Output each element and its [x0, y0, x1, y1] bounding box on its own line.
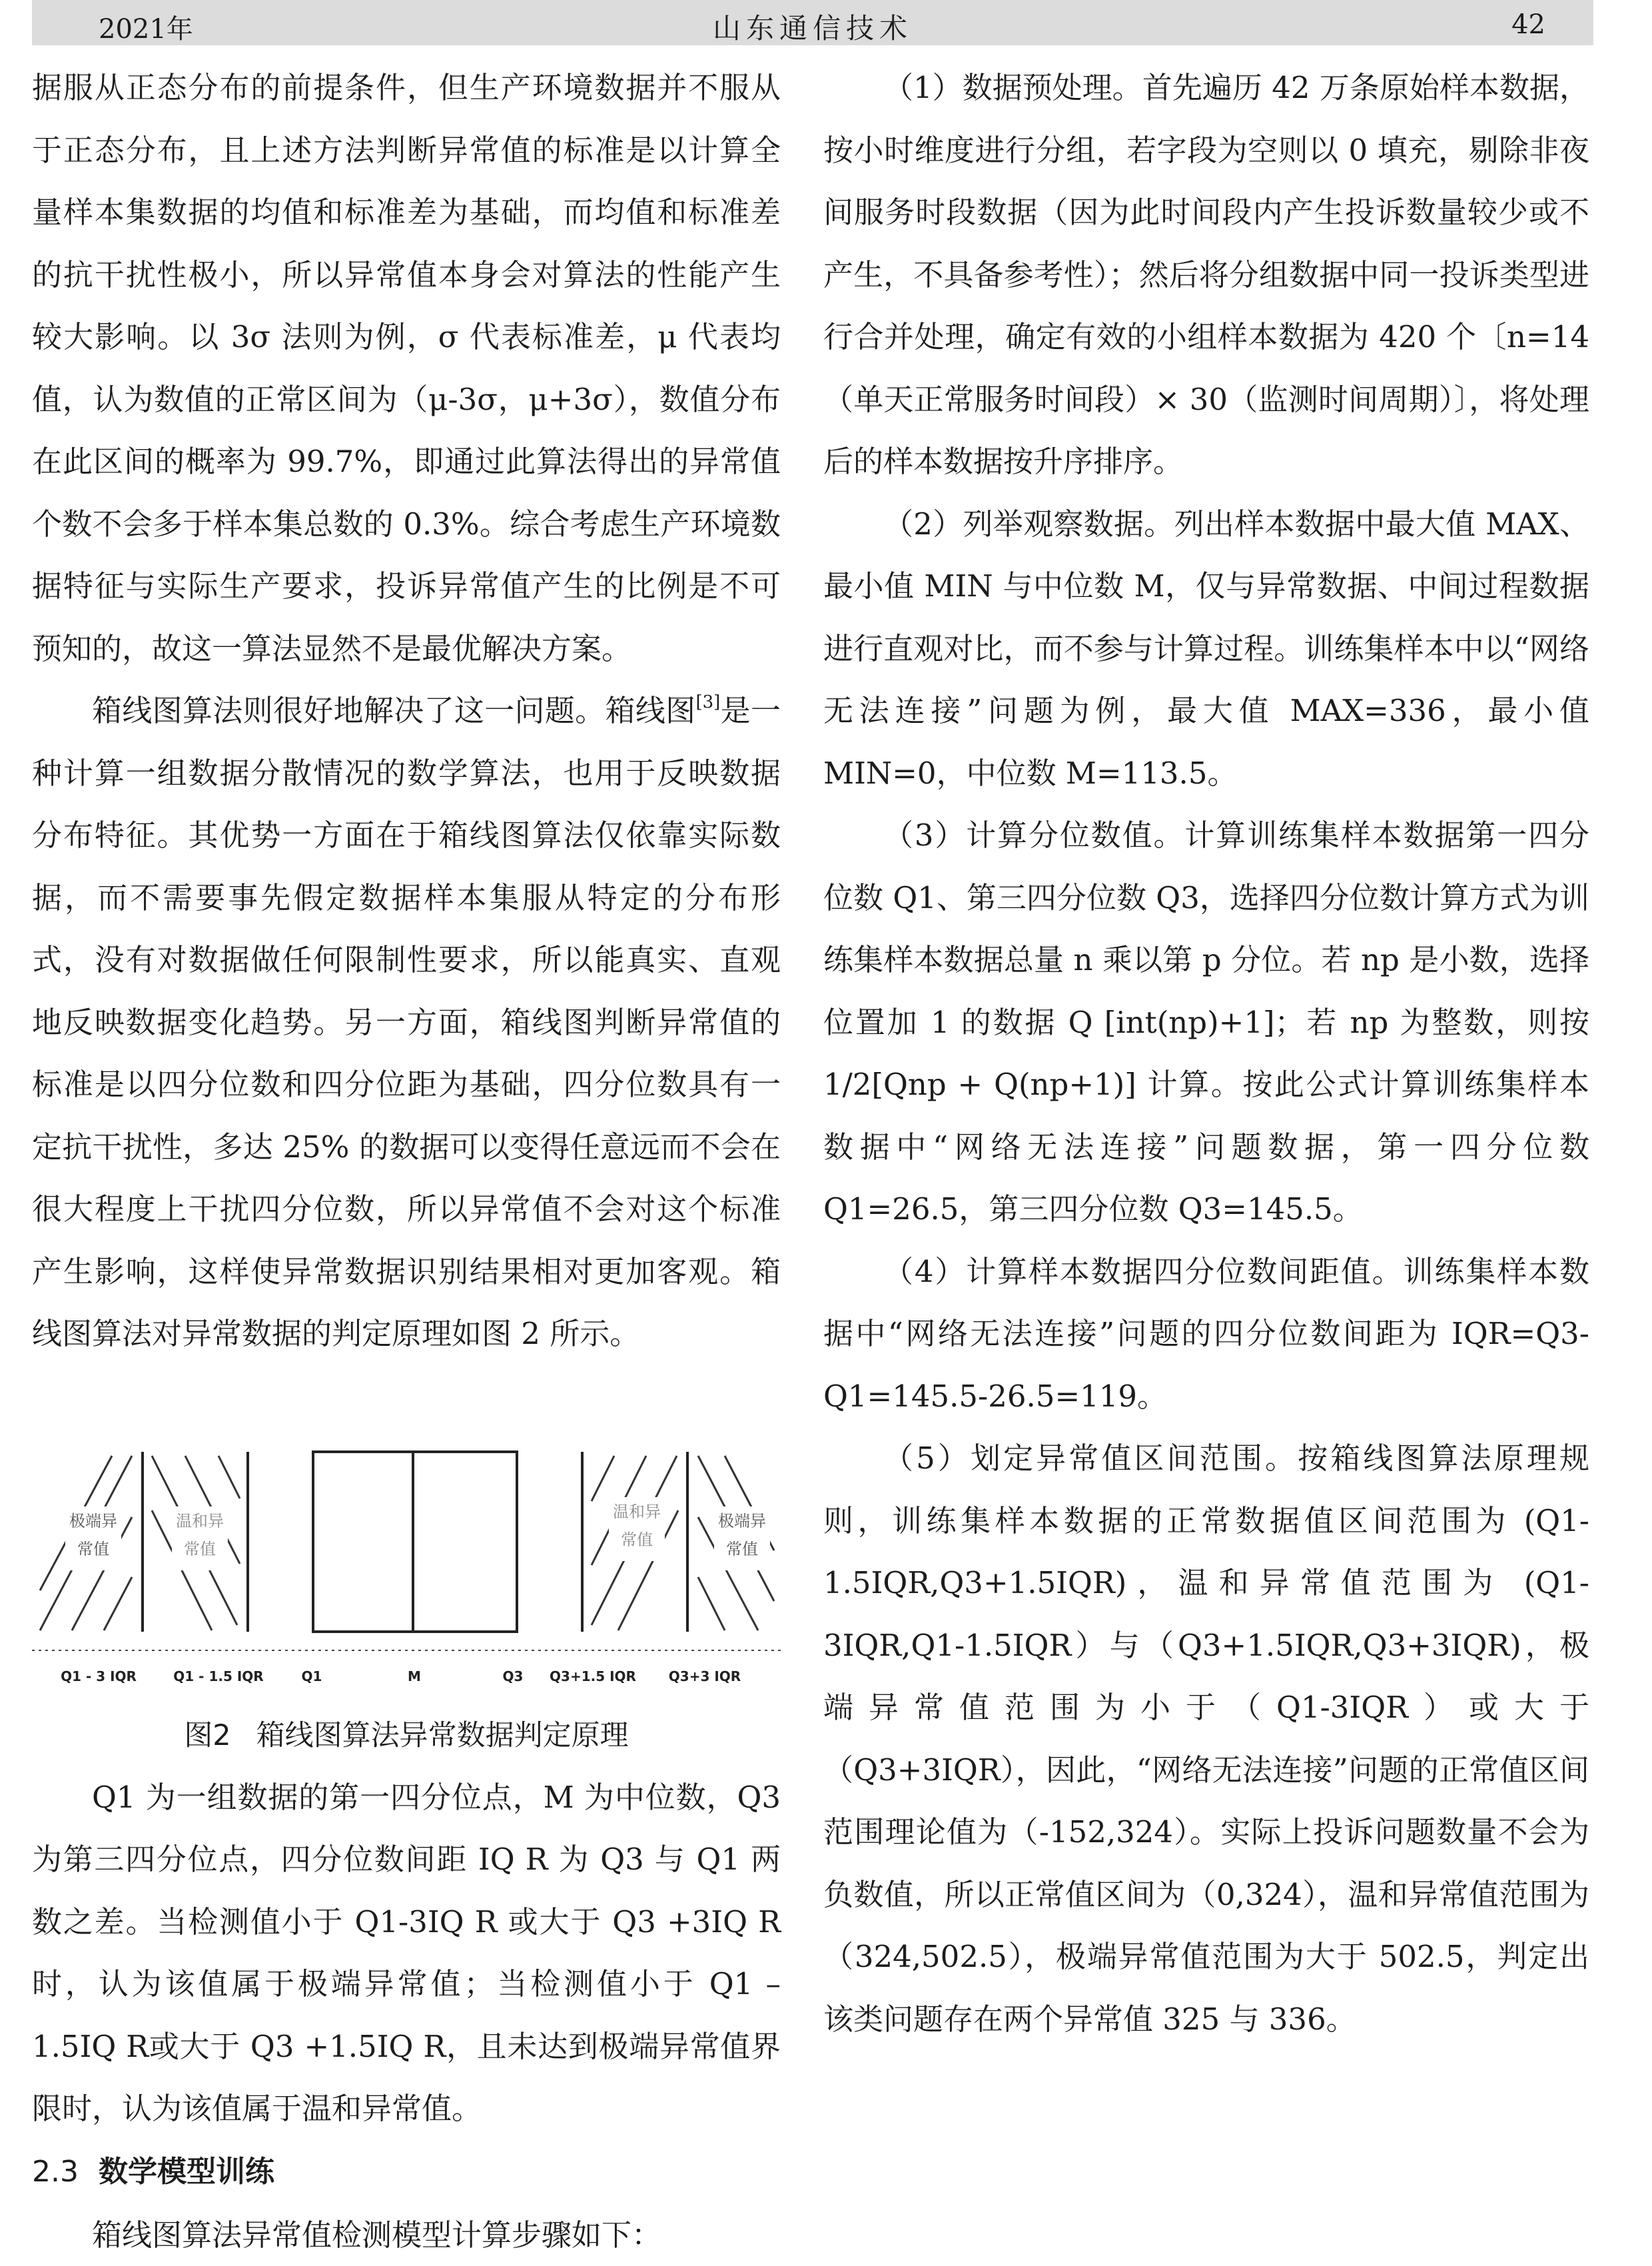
axis-label-q3+3iqr: Q3+3 IQR	[669, 1668, 741, 1684]
label-mild-right-2: 常值	[621, 1530, 653, 1549]
right-column	[823, 57, 1589, 2050]
citation-ref: [3]	[695, 692, 720, 712]
paragraph-normal-distribution: 据服从正态分布的前提条件，但生产环境数据并不服从于正态分布，且上述方法判断异常值的标准是以计算全量样本集数据的均值和标准差为基础，而均值和标准差的抗干扰性极小，所以异常值本身会对算法的性能产生较大影响。以 3σ 法则为例，σ 代表标准差，μ 代表均值，认为数值的正常区间为（μ-3σ，μ+3σ），数值分布在此区间的概率为 99.7%，即通过此算法得出的异常值个数不会多于样本集总数的 0.3%。综合考虑生产环境数据特征与实际生产要求，投诉异常值产生的比例是不可预知的，故这一算法显然不是最优解决方案。	[32, 57, 781, 680]
label-mild-right-1: 温和异	[613, 1502, 661, 1521]
axis-label-q3: Q3	[503, 1668, 524, 1684]
label-extreme-right-1: 极端异	[718, 1512, 766, 1530]
section-title: 数学模型训练	[99, 2155, 274, 2189]
paragraph-steps-intro: 箱线图算法异常值检测模型计算步骤如下：	[32, 2204, 781, 2266]
step-3-quartiles: （3）计算分位数值。计算训练集样本数据第一四分位数 Q1、第三四分位数 Q3，选择四分位数计算方式为训练集样本数据总量 n 乘以第 p 分位。若 np 是小数，选择位置加 1 的数据 Q [int(np)+1]；若 np 为整数，则按 1/2[Qnp + Q(np+1)] 计算。按此公式计算训练集样本数据中“网络无法连接”问题数据，第一四分位数 Q1=26.5，第三四分位数 Q3=145.5。	[823, 804, 1589, 1241]
step-1-preprocessing: （1）数据预处理。首先遍历 42 万条原始样本数据，按小时维度进行分组，若字段为空则以 0 填充，剔除非夜间服务时段数据（因为此时间段内产生投诉数量较少或不产生，不具备参考性）；然后将分组数据中同一投诉类型进行合并处理，确定有效的小组样本数据为 420 个〔n=14（单天正常服务时间段）× 30（监测时间周期）〕，将处理后的样本数据按升序排序。	[823, 57, 1589, 493]
left-column	[32, 57, 781, 2266]
section-heading-2-3	[32, 2140, 781, 2204]
figure-caption-number: 图2	[184, 1719, 230, 1752]
axis-label-q1-3iqr: Q1 - 3 IQR	[61, 1668, 137, 1684]
figure-caption-text: 箱线图算法异常数据判定原理	[256, 1719, 629, 1752]
box-q1-q3	[313, 1452, 517, 1632]
boxplot-intro-text-b: 是一种计算一组数据分散情况的数学算法，也用于反映数据分布特征。其优势一方面在于箱线图算法仅依靠实际数据，而不需要事先假定数据样本集服从特定的分布形式，没有对数据做任何限制性要求，所以能真实、直观地反映数据变化趋势。另一方面，箱线图判断异常值的标准是以四分位数和四分位距为基础，四分位数具有一定抗干扰性，多达 25% 的数据可以变得任意远而不会在很大程度上干扰四分位数，所以异常值不会对这个标准产生影响，这样使异常数据识别结果相对更加客观。箱线图算法对异常数据的判定原理如图 2 所示。	[32, 693, 781, 1351]
label-mild-left-2: 常值	[184, 1540, 216, 1558]
label-mild-left-1: 温和异	[176, 1512, 224, 1530]
paragraph-quartile-definitions: Q1 为一组数据的第一四分位点，M 为中位数，Q3 为第三四分位点，四分位数间距 IQ R 为 Q3 与 Q1 两数之差。当检测值小于 Q1-3IQ R 或大于 Q3 +3IQ R时，认为该值属于极端异常值；当检测值小于 Q1 – 1.5IQ R或大于 Q3 +1.5IQ R，且未达到极端异常值界限时，认为该值属于温和异常值。	[32, 1766, 781, 2140]
label-extreme-left-1: 极端异	[69, 1512, 117, 1530]
axis-label-q1-1.5iqr: Q1 - 1.5 IQR	[173, 1668, 263, 1684]
step-5-outlier-ranges: （5）划定异常值区间范围。按箱线图算法原理规则，训练集样本数据的正常数据值区间范围为 (Q1-1.5IQR,Q3+1.5IQR)，温和异常值范围为 (Q1-3IQR,Q1-1.5IQR）与（Q3+1.5IQR,Q3+3IQR)，极端异常值范围为小于（Q1-3IQR）或大于（Q3+3IQR），因此，“网络无法连接”问题的正常值区间范围理论值为（-152,324）。实际上投诉问题数量不会为负数值，所以正常值区间为（0,324），温和异常值范围为（324,502.5），极端异常值范围为大于 502.5，判定出该类问题存在两个异常值 325 与 336。	[823, 1427, 1589, 2050]
header-journal-title: 山东通信技术	[32, 7, 1593, 47]
axis-label-q3+1.5iqr: Q3+1.5 IQR	[550, 1668, 636, 1684]
header-year: 2021年	[99, 8, 193, 46]
axis-label-m: M	[408, 1668, 421, 1684]
boxplot-diagram-svg	[32, 1377, 781, 1710]
page-header	[32, 0, 1593, 45]
paragraph-boxplot-intro	[32, 680, 781, 1365]
section-number: 2.3	[32, 2155, 79, 2189]
label-extreme-right-2: 常值	[726, 1540, 758, 1558]
step-4-iqr: （4）计算样本数据四分位数间距值。训练集样本数据中“网络无法连接”问题的四分位数间距为 IQR=Q3-Q1=145.5-26.5=119。	[823, 1241, 1589, 1428]
axis-label-q1: Q1	[302, 1668, 322, 1684]
figure-2-boxplot-diagram	[32, 1377, 781, 1750]
header-page-number: 42	[1511, 9, 1545, 40]
boxplot-intro-text-a: 箱线图算法则很好地解决了这一问题。箱线图	[92, 693, 695, 728]
step-2-observe-data: （2）列举观察数据。列出样本数据中最大值 MAX、最小值 MIN 与中位数 M，仅与异常数据、中间过程数据进行直观对比，而不参与计算过程。训练集样本中以“网络无法连接”问题为例，最大值 MAX=336，最小值 MIN=0，中位数 M=113.5。	[823, 493, 1589, 805]
label-extreme-left-2: 常值	[77, 1540, 109, 1558]
